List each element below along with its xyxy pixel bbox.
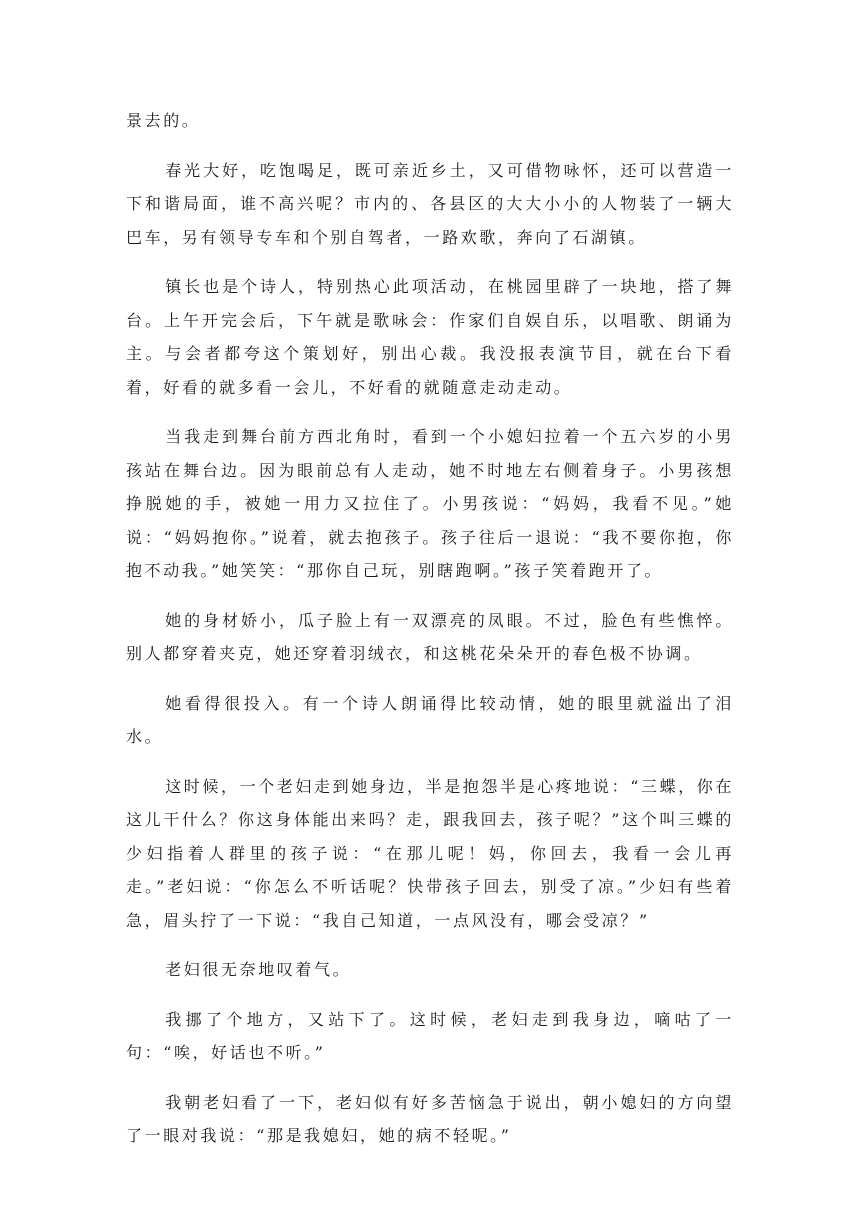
paragraph-5: 她的身材娇小，瓜子脸上有一双漂亮的凤眼。不过，脸色有些憔悴。别人都穿着夹克，她还穿着羽绒衣，和这桃花朵朵开的春色极不协调。	[126, 610, 734, 663]
paragraph-7: 这时候，一个老妇走到她身边，半是抱怨半是心疼地说：“三蝶，你在这儿干什么？你这身体能出来吗？走，跟我回去，孩子呢？”这个叫三蝶的少妇指着人群里的孩子说：“在那儿呢！妈，你回去，我看一会儿再走。”老妇说：“你怎么不听话呢？快带孩子回去，别受了凉。”少妇有些着急，眉头拧了一下说：“我自己知道，一点风没有，哪会受凉？”	[126, 776, 734, 930]
paragraph-2: 春光大好，吃饱喝足，既可亲近乡土，又可借物咏怀，还可以营造一下和谐局面，谁不高兴呢？市内的、各县区的大大小小的人物装了一辆大巴车，另有领导专车和个别自驾者，一路欢歌，奔向了石湖镇。	[126, 160, 734, 247]
paragraph-8: 老妇很无奈地叹着气。	[165, 960, 352, 979]
paragraph-10: 我朝老妇看了一下，老妇似有好多苦恼急于说出，朝小媳妇的方向望了一眼对我说：“那是我媳妇，她的病不轻呢。”	[126, 1092, 734, 1145]
paragraph-6: 她看得很投入。有一个诗人朗诵得比较动情，她的眼里就溢出了泪水。	[126, 693, 734, 746]
paragraph-4: 当我走到舞台前方西北角时，看到一个小媳妇拉着一个五六岁的小男孩站在舞台边。因为眼前总有人走动，她不时地左右侧着身子。小男孩想挣脱她的手，被她一用力又拉住了。小男孩说：“妈妈，我看不见。”她说：“妈妈抱你。”说着，就去抱孩子。孩子往后一退说：“我不要你抱，你抱不动我。”她笑笑：“那你自己玩，别瞎跑啊。”孩子笑着跑开了。	[126, 427, 734, 580]
paragraph-1: 景去的。	[126, 111, 201, 130]
paragraph-3: 镇长也是个诗人，特别热心此项活动，在桃园里辟了一块地，搭了舞台。上午开完会后，下午就是歌咏会：作家们自娱自乐，以唱歌、朗诵为主。与会者都夸这个策划好，别出心裁。我没报表演节目，就在台下看着，好看的就多看一会儿，不好看的就随意走动走动。	[126, 277, 734, 397]
article-body	[126, 104, 734, 1169]
paragraph-9: 我挪了个地方，又站下了。这时候，老妇走到我身边，嘀咕了一句：“唉，好话也不听。”	[126, 1009, 734, 1062]
